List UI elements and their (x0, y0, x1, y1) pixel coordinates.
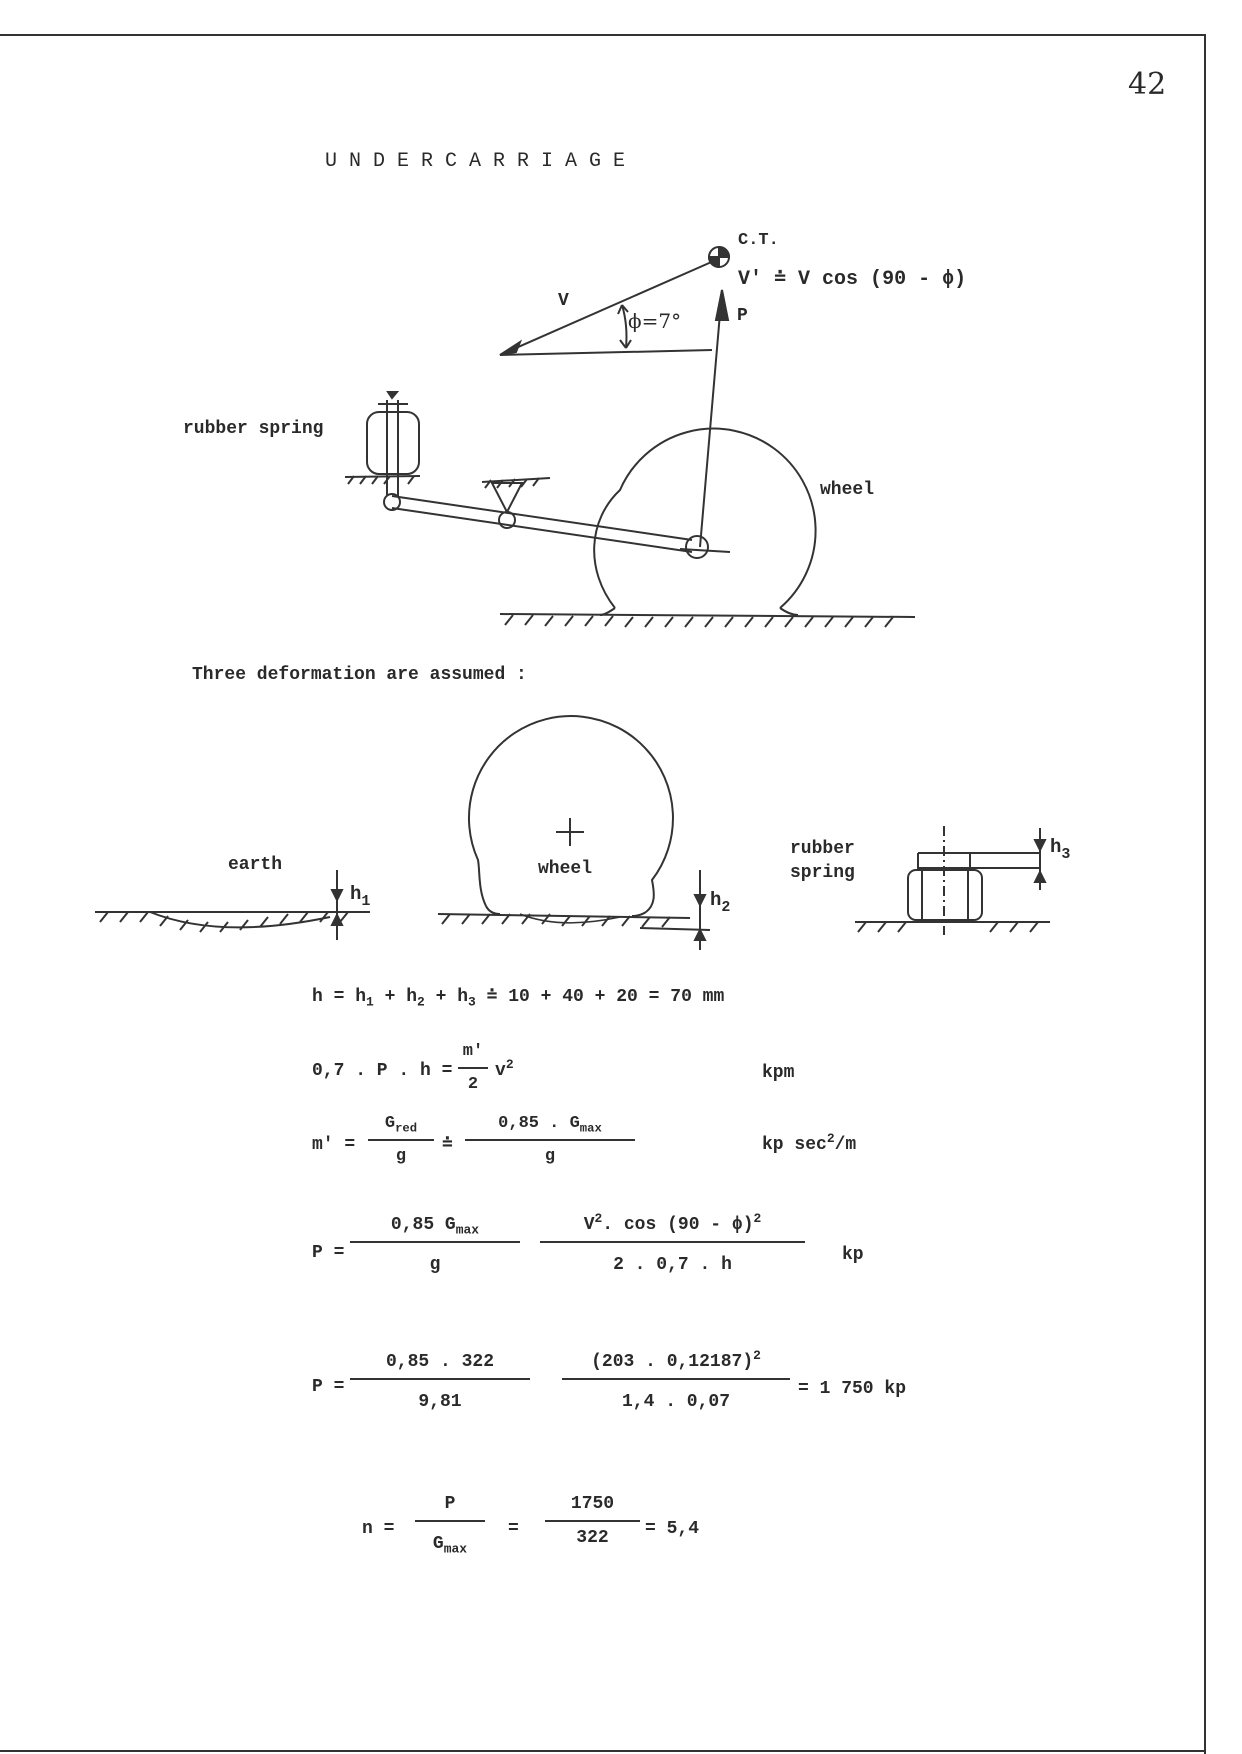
equation-load-factor-fraction-2: 1750 322 (545, 1494, 640, 1548)
equation-mass-unit: kp $\sec^2/m$ (762, 1131, 857, 1155)
equation-mass-approx: ≐ (442, 1135, 453, 1155)
equation-force-value-lhs: P = (312, 1377, 345, 1397)
angle-label: ϕ=7° (628, 309, 682, 333)
equation-load-factor-lhs: n = (362, 1519, 395, 1539)
rubber-label: rubber (790, 839, 855, 859)
deformed-wheel (469, 716, 673, 912)
equation-mass-lhs: m' = (312, 1135, 356, 1155)
equation-force-value-result: = 1 750 kp (798, 1379, 907, 1399)
equation-load-factor-result: = 5,4 (645, 1519, 700, 1539)
h1-label: $h_1$ (350, 883, 371, 910)
equation-energy-lhs: 0,7 . P . h = (312, 1061, 453, 1081)
equation-total-deformation: $h = h_1 + h_2 + h_3$ ≐ 10 + 40 + 20 = 70 mm (312, 987, 725, 1010)
wheel-label: wheel (820, 480, 875, 500)
v-prime-equation: V' ≐ V cos (90 - ϕ) (738, 268, 967, 291)
page-number: 42 (1128, 67, 1167, 102)
earth-label: earth (228, 855, 283, 875)
equation-load-factor-fraction-1: P $G_{max}$ (415, 1494, 485, 1554)
equation-force-fraction-1: 0,85 $G_{max}$ g (350, 1215, 520, 1275)
h2-label: $h_2$ (710, 889, 731, 916)
h3-label: $h_3$ (1050, 836, 1071, 863)
equation-load-factor-eq: = (508, 1519, 519, 1539)
p-label: P (737, 306, 748, 326)
equation-force-value-fraction-2: (203 . 0,12187)$^2$ 1,4 . 0,07 (562, 1352, 790, 1412)
ct-label: C.T. (738, 231, 779, 250)
equation-energy-fraction: m' 2 (458, 1042, 488, 1094)
rubber-spring-label: rubber spring (183, 419, 324, 439)
wheel-label-2: wheel (538, 859, 593, 879)
intro-text: Three deformation are assumed : (192, 665, 527, 685)
equation-force-value-fraction-1: 0,85 . 322 9,81 (350, 1352, 530, 1412)
v-label: V (558, 291, 569, 311)
equation-force-lhs: P = (312, 1243, 345, 1263)
page-title: U N D E R C A R R I A G E (325, 150, 626, 173)
equation-energy-v: $v^2$ (495, 1057, 514, 1081)
equation-force-fraction-2: $V^2$. cos (90 - ϕ)$^2$ 2 . 0,7 . h (540, 1215, 805, 1275)
equation-mass-fraction-2: 0,85 . $G_{max}$ g (465, 1114, 635, 1166)
equation-mass-fraction-1: $G_{red}$ g (368, 1114, 434, 1166)
equation-force-unit: kp (842, 1245, 864, 1265)
spring-label: spring (790, 863, 855, 883)
equation-energy-unit: kpm (762, 1063, 795, 1083)
